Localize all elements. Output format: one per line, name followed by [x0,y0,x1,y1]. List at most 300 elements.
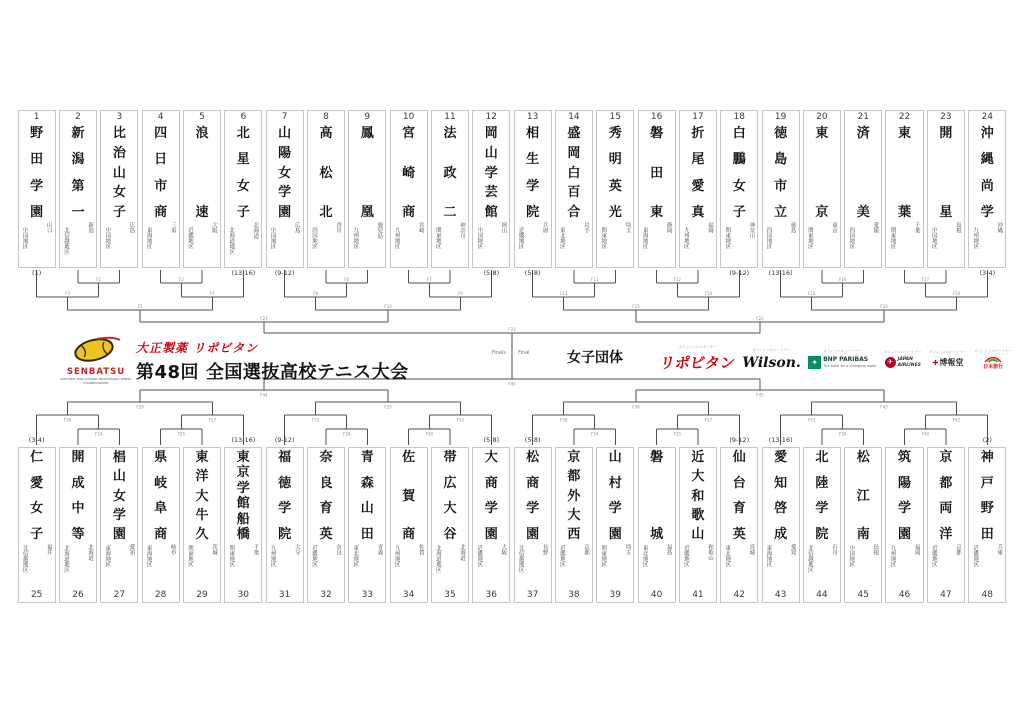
school-name [639,448,675,543]
school-prefecture: 広島 [293,222,300,233]
school-name-char: 星 [236,152,250,168]
school-name-char: 高 [319,126,333,141]
school-name-char: 筑 [898,450,912,465]
school-name [515,448,551,543]
school-number: 48 [981,590,993,600]
school-name-char: 村 [608,475,622,491]
school-name-char: 鳳 [360,126,374,141]
school-box [100,110,138,268]
school-box [224,110,262,268]
school-region: 関東地区 [806,227,813,249]
school-number: 36 [485,590,497,600]
senbatsu-logo [60,336,132,385]
school-name-char: 宮 [402,126,416,141]
school-box [638,447,676,603]
school-prefecture: 福岡 [913,544,920,555]
school-name-char: 相 [526,126,540,141]
school-name-char: 洋 [195,469,209,485]
match-number-label: F1 [96,277,102,282]
school-box [844,110,882,268]
seed-label: (3-4) [979,269,996,277]
school-name-char: 仙 [732,450,746,465]
school-meta [886,221,922,267]
school-name-char: 女 [30,501,44,517]
school-name-char: 帯 [443,450,457,465]
school-number: 40 [650,590,663,600]
school-meta [763,221,799,267]
school-name-char: 京 [939,450,953,465]
school-name [267,124,303,221]
match-number-label: F30 [425,431,434,437]
school-number: 28 [154,590,167,600]
school-box [183,110,221,268]
match-number-label: F13 [559,291,568,296]
school-name-char: 合 [567,205,581,220]
school-number: 2 [75,112,81,122]
bnp-paribas-logo [808,356,876,369]
school-name [267,448,303,543]
school-box [472,110,510,268]
school-name [556,124,592,221]
school-box [968,447,1006,603]
school-name-char: 学 [30,178,44,194]
school-number: 42 [733,590,745,600]
school-meta [928,543,964,589]
school-box [885,110,923,268]
school-name-char: 愛 [774,450,788,465]
school-name-char: 和 [691,488,705,504]
school-number: 44 [816,590,828,600]
final-label-left: Finals [491,350,506,356]
school-name-char: 商 [154,204,168,220]
school-box [431,447,469,603]
school-number: 47 [940,590,952,600]
school-name-char: 開 [71,450,85,465]
school-prefecture: 兵庫 [541,222,548,233]
school-region: 北信越地区 [21,545,28,573]
school-box [18,447,56,603]
school-name-char: 佐 [402,450,416,465]
school-meta [556,543,592,589]
school-number: 45 [857,590,869,600]
school-name-char: 野 [980,501,994,517]
school-name-char: 神 [980,450,994,465]
school-name-char: 山 [112,469,126,485]
bottom-schools-row [16,447,1008,603]
school-region: 中国地区 [104,227,111,249]
school-name-char: 速 [195,205,209,220]
school-name-char: 田 [30,152,44,168]
school-name-char: 京 [236,465,250,481]
match-number-label: F32 [456,417,465,423]
match-number-label: F22 [756,316,764,321]
school-name-char: 等 [71,526,85,542]
school-box [638,110,676,268]
school-name-char: 学 [484,501,498,517]
match-number-label: F15 [632,304,640,309]
jal-word: JAPAN [897,357,913,363]
school-region: 関東地区 [600,227,607,249]
seed-label: (9-12) [274,269,295,277]
school-name-char: 秀 [608,126,622,141]
school-meta [349,221,385,267]
match-number-label: F14 [704,291,713,296]
jal-crane-icon: ✈ [885,357,896,368]
school-name-char: 院 [526,204,540,220]
school-prefecture: 福岡 [706,222,713,233]
school-name-char: 岐 [154,475,168,491]
school-name-char: 商 [154,526,168,542]
school-region: 近畿地区 [930,545,937,567]
school-name-char: 学 [278,185,292,201]
school-meta [267,221,303,267]
school-box [266,447,304,603]
school-name-char: 橋 [236,526,250,542]
school-name-char: 陸 [815,475,829,491]
jal-word: AIRLINES [897,362,921,368]
school-box [968,110,1006,268]
school-name-char: 歌 [691,507,705,523]
school-region: 近畿地区 [558,545,565,567]
match-number-label: F42 [952,417,961,423]
school-name-char: 美 [856,205,870,220]
school-prefecture: 岡山 [500,222,507,233]
school-name-char: 磐 [650,450,664,465]
school-number: 14 [568,112,580,122]
match-number-label: F41 [807,417,816,423]
school-meta [19,543,55,589]
school-meta [680,543,716,589]
school-name [680,124,716,221]
school-meta [763,543,799,589]
school-region: 関東地区 [724,227,731,249]
senbatsu-subtext: NATIONAL HIGH SCHOOL INVITATIONAL TENNIS CHAMPIONSHIPS [60,377,132,385]
school-name [763,124,799,221]
school-name [473,124,509,221]
school-number: 13 [526,112,539,122]
school-box [142,447,180,603]
school-meta [225,221,261,267]
match-number-label: F27 [208,417,217,423]
school-name [886,124,922,221]
school-box [142,110,180,268]
school-box [679,447,717,603]
school-name-char: 大 [195,488,209,504]
match-number-label: F31 [311,417,320,423]
seed-label: (9-12) [729,269,750,277]
school-name [19,124,55,221]
school-box [596,110,634,268]
school-name [845,124,881,221]
school-prefecture: 埼玉 [624,222,631,233]
school-name-char: 学 [898,501,912,517]
school-region: 近畿地区 [682,545,689,567]
school-region: 中国地区 [476,227,483,249]
school-name-char: 館 [236,496,250,512]
school-name-char: 山 [484,145,498,161]
school-meta [432,543,468,589]
school-name-char: 園 [608,526,622,542]
match-number-label: F29 [342,431,351,437]
school-meta [267,543,303,589]
seed-label: (2) [982,436,992,444]
school-meta [432,221,468,267]
school-name-char: 大 [567,507,581,523]
school-region: 近畿地区 [310,545,317,567]
school-name-char: 芸 [484,185,498,201]
school-meta [721,221,757,267]
school-meta [928,221,964,267]
school-name-char: 県 [154,450,168,465]
school-name-char: 園 [526,526,540,542]
school-meta [349,543,385,589]
school-name-char: 女 [112,185,126,201]
school-name-char: 生 [526,152,540,168]
match-number-label: F5 [137,304,143,309]
school-name-char: 葉 [898,205,912,220]
hakuhodo-logo [932,357,963,368]
school-name [432,124,468,221]
sponsor-category-label: オフィシャルパートナー [974,348,1012,353]
school-prefecture: 奈良 [335,544,342,555]
school-region: 北海道地区 [434,545,441,573]
school-meta [101,543,137,589]
school-name-char: 縄 [980,152,994,168]
school-box [348,447,386,603]
school-name-char: 学 [278,501,292,517]
seed-label: (13-16) [768,436,793,444]
school-prefecture: 島根 [872,544,879,555]
match-number-label: F37 [704,417,713,423]
seed-label: (3-4) [28,436,45,444]
school-name-char: 山 [112,165,126,181]
school-meta [184,221,220,267]
school-prefecture: 兵庫 [996,544,1003,555]
school-name-char: 子 [112,205,126,220]
school-name-char: 学 [112,507,126,523]
school-name-char: 子 [30,526,44,542]
school-meta [639,221,675,267]
school-number: 1 [33,112,40,122]
school-name-char: 凰 [360,205,374,220]
school-region: 近畿地区 [517,227,524,249]
school-name-char: 岡 [484,126,498,141]
school-name-char: 啓 [774,501,788,517]
school-prefecture: 岐阜 [169,544,176,555]
jal-logo [885,357,921,368]
school-region: 関東地区 [228,545,235,567]
school-meta [473,543,509,589]
school-prefecture: 山口 [45,222,52,233]
school-number: 39 [609,590,621,600]
school-region: 中国地区 [848,545,855,567]
school-name-char: 四 [154,126,168,141]
school-name-char: 政 [443,165,457,181]
school-name [845,448,881,543]
school-name-char: 商 [526,475,540,491]
school-number: 41 [692,590,704,600]
school-name-char: 院 [278,526,292,542]
school-name-char: 磐 [650,126,664,141]
school-name-char: 田 [650,165,664,181]
school-name-char: 愛 [30,475,44,491]
match-number-label: F23 [508,327,516,332]
school-meta [515,543,551,589]
senbatsu-wordmark: SENBATSU [66,367,126,377]
school-box [514,447,552,603]
school-box [59,110,97,268]
school-name-char: 北 [236,126,250,141]
school-meta [639,543,675,589]
school-name-char: 白 [732,126,746,141]
school-name-char: 北 [319,205,333,220]
school-name-char: 島 [774,152,788,168]
school-region: 北海道地区 [228,227,235,255]
seed-label: (1) [32,269,42,277]
school-meta [391,221,427,267]
school-region: 東海地区 [641,227,648,249]
school-name-char: 日 [154,152,168,168]
school-number: 15 [609,112,621,122]
school-prefecture: 青森 [376,544,383,555]
school-name-char: 比 [112,126,126,141]
school-meta [19,221,55,267]
school-prefecture: 長野 [541,544,548,555]
title-sponsor-brand: 大正製薬 リポビタン [136,341,259,355]
school-name-char: 百 [567,185,581,201]
lipovitan-logo: リポビタン [658,354,737,372]
school-meta [804,221,840,267]
match-number-label: F33 [384,404,392,410]
school-name [597,448,633,543]
school-box [431,110,469,268]
school-region: 北信越地区 [62,227,69,255]
school-name-char: 陽 [278,145,292,161]
school-meta [184,543,220,589]
school-number: 24 [981,112,993,122]
school-name-char: 愛 [691,178,705,194]
school-name [19,448,55,543]
school-region: 関東地区 [186,545,193,567]
school-number: 12 [485,112,497,122]
school-number: 22 [898,112,911,122]
school-prefecture: 千葉 [252,544,259,555]
school-region: 東北地区 [641,545,648,567]
school-number: 10 [402,112,415,122]
school-name-char: 外 [567,488,581,504]
school-region: 中国地区 [21,227,28,249]
match-number-label: F43 [880,404,888,410]
school-name-char: 京 [567,450,581,465]
school-name-char: 東 [650,205,664,220]
school-region: 四国地区 [310,227,317,249]
school-name-char: 阜 [154,501,168,517]
school-meta [845,543,881,589]
match-number-label: F16 [838,277,847,282]
school-name-char: 法 [443,126,457,141]
school-region: 九州地区 [972,227,979,249]
school-name-char: 真 [691,204,705,220]
school-number: 18 [733,112,745,122]
school-name-char: 院 [815,526,829,542]
school-meta [308,221,344,267]
seed-label: (9-12) [274,436,295,444]
school-prefecture: 徳島 [789,222,796,233]
school-prefecture: 茨城 [211,544,218,555]
school-meta [101,221,137,267]
school-box [390,447,428,603]
school-box [679,110,717,268]
school-name [349,124,385,221]
school-number: 37 [526,590,539,600]
match-number-label: F3 [65,291,71,296]
nta-arc-icon [983,356,1003,363]
school-name-char: 園 [278,205,292,220]
school-number: 6 [240,112,247,122]
school-box [844,447,882,603]
school-number: 16 [650,112,663,122]
school-prefecture: 広島 [128,222,135,233]
school-name [143,124,179,221]
school-region: 四国地区 [848,227,855,249]
school-name-char: 東 [195,450,209,465]
school-box [59,447,97,603]
school-region: 北信越地区 [806,545,813,573]
match-number-label: F12 [673,277,682,282]
school-prefecture: 鹿児島 [376,222,383,239]
school-prefecture: 大阪 [211,222,218,233]
school-name [101,124,137,221]
sponsor-category-label: オフィシャルパートナー [823,349,862,353]
school-box [266,110,304,268]
school-meta [60,543,96,589]
school-meta [143,543,179,589]
school-name-char: 牛 [195,507,209,523]
school-number: 34 [402,590,415,600]
school-name-char: 子 [236,204,250,220]
school-box [100,447,138,603]
school-number: 30 [237,590,250,600]
school-name-char: 尚 [980,178,994,194]
match-number-label: F46 [508,381,516,387]
school-name-char: 崎 [402,165,416,181]
school-name [886,448,922,543]
school-region: 北海道地区 [62,545,69,573]
school-name-char: 商 [484,475,498,491]
match-number-label: F17 [921,277,930,282]
school-number: 29 [196,590,208,600]
school-name-char: 学 [236,480,250,496]
school-box [762,447,800,603]
school-box [390,110,428,268]
wilson-logo: Wilson. [742,354,801,371]
school-number: 33 [361,590,374,600]
school-number: 38 [568,590,580,600]
school-prefecture: 佐賀 [417,544,424,555]
school-name-char: 市 [774,178,788,194]
school-name-char: 山 [691,527,705,542]
school-box [720,110,758,268]
school-prefecture: 香川 [335,222,342,233]
match-number-label: F9 [457,291,463,296]
school-name [391,124,427,221]
school-prefecture: 京都 [954,544,961,555]
school-name-char: 山 [278,126,292,141]
school-name [308,124,344,221]
school-name-char: 台 [732,475,746,491]
school-prefecture: 和歌山 [706,544,713,561]
school-name-char: 園 [898,526,912,542]
